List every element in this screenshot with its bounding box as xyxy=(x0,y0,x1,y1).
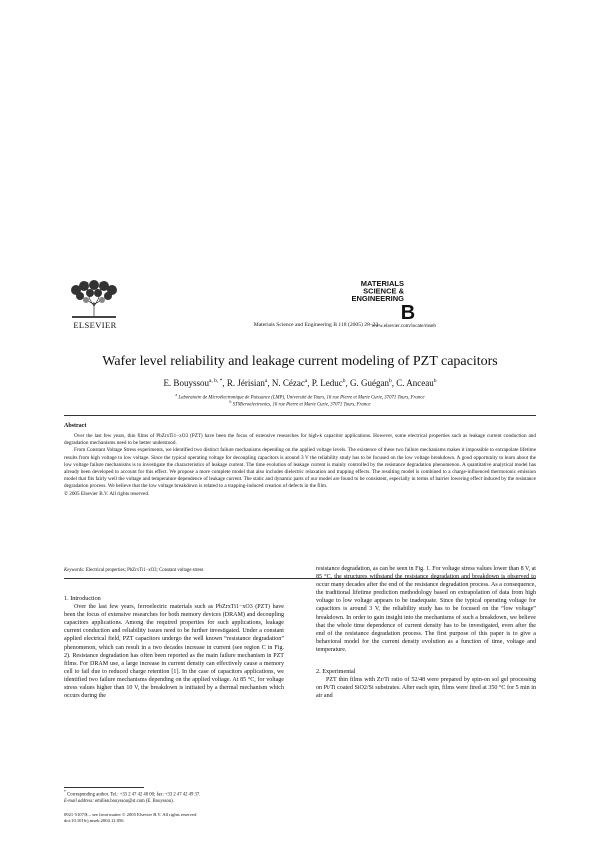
journal-logo-letter: B xyxy=(400,302,416,320)
journal-logo-line1: MATERIALS xyxy=(360,279,404,288)
abstract-paragraph: Over the last few years, thin films of PbZrxTi1−xO3 (PZT) have been the focus of extensive researches for high-k capacitor applications. However, some electrical properties such as leakage current conduction and degradation mechanisms need to be better understood. xyxy=(64,433,536,447)
affiliation-text: STMicroelectronics, 16 rue Pierre et Marie Curie, 37071 Tours, France xyxy=(232,402,371,408)
author-affiliation-marker[interactable]: b xyxy=(342,378,346,384)
issn-line: 0921-5107/$ – see front matter © 2005 Elsevier B.V. All rights reserved xyxy=(64,812,197,817)
divider xyxy=(64,415,536,416)
journal-logo xyxy=(348,278,428,320)
copyright-line: © 2005 Elsevier B.V. All rights reserved. xyxy=(64,490,150,497)
body-column-left xyxy=(64,595,284,700)
author-affiliation-marker[interactable]: a xyxy=(304,378,308,384)
footnote-divider xyxy=(64,787,144,788)
keywords-text: Electrical properties; PbZrxTi1−xO3; Constant voltage stress xyxy=(85,568,204,573)
front-matter xyxy=(64,812,294,824)
journal-logo-graphic xyxy=(348,278,428,320)
paper-title: Wafer level reliability and leakage current modeling of PZT capacitors xyxy=(102,354,498,369)
affiliation-b xyxy=(40,400,560,408)
affiliation-marker: a xyxy=(175,393,178,397)
author-list: E. Bouyssou$^{a, b, *}$, R. Jérisian$^a$, N. Cézac$^a$, P. Leduc$^b$, G. Guégan$^b$, C. Anceau$^b$ xyxy=(163,378,437,388)
footnote-contact: Corresponding author. Tel.: +33 2 47 42 40 00; fax: +33 2 47 42 49 37. xyxy=(67,792,201,798)
author-affiliation-marker[interactable]: b xyxy=(389,378,392,384)
body-column-right xyxy=(316,565,536,700)
body-paragraph: resistance degradation, as can be seen in Fig. 1. For voltage stress values lower than 8 V, at 85 °C, the structures withstand the resistance degradation and breakdown is observed to occur many decades after the end of the resistance degradation process. As a consequence, the traditional lifetime prediction methodology based on extrapolation of data from high voltage to low voltage appears to be inadequate. Since the typical operating voltage for capacitors is around 3 V, the reliability study has to be focused on the “low voltage” breakdown. In order to gain insight into the mechanisms of such a breakdown, we believe that the whole time dependence of current density has to be investigated, even after the end of the resistance degradation process. The first purpose of this paper is to give a behavioral model for the current density evolution as a function of time, voltage and temperature. xyxy=(316,566,536,653)
author-name: N. Cézac xyxy=(271,378,305,388)
doi-link[interactable]: doi:10.1016/j.mseb.2004.12.056 xyxy=(64,818,124,824)
body-paragraph: Over the last few years, ferroelectric materials such as PbZrxTi1−xO3 (PZT) have been the focus of extensive researches for both memory devices (DRAM) and decoupling capacitors applications. Among the required properties for such applications, leakage current conduction and reliability issues need to be further investigated. Under a constant applied electrical field, PZT capacitors undergo the well known “resistance degradation” phenomenon, which can result in a two decades increase in current (see region C in Fig. 2). Resistance degradation has often been reported as the main failure mechanism in PZT films. For DRAM use, a large increase in current density can effectively cause a memory cell to fail due to reduced charge retention [1]. In the case of capacitors applications, we identified two failure mechanisms depending on the applied voltage. At 85 °C, for voltage stress values higher than 10 V, the breakdown is initiated by a thermal mechanism which occurs during the xyxy=(64,604,284,700)
footnote-marker: * xyxy=(64,790,66,794)
author-affiliation-marker[interactable]: a xyxy=(264,378,268,384)
email-label: E-mail address: xyxy=(64,798,94,804)
affiliation-text: Laboratoire de Microélectronique de Puissance (LMP), Université de Tours, 16 rue Pierre et Marie Curie, 37071 Tours, France xyxy=(178,395,425,401)
elsevier-tree-logo xyxy=(64,280,124,320)
author-affiliation-marker[interactable]: a, b, * xyxy=(208,378,223,384)
section-heading-experimental: 2. Experimental xyxy=(316,668,356,676)
corresponding-author-footnote xyxy=(64,789,294,805)
author-affiliation-marker[interactable]: b xyxy=(433,378,437,384)
author-name: R. Jérisian xyxy=(226,378,265,388)
journal-logo-line3: ENGINEERING xyxy=(351,294,404,303)
abstract-heading: Abstract xyxy=(64,423,87,429)
abstract-body xyxy=(64,433,536,498)
author-name: G. Guégan xyxy=(350,378,390,388)
author-name: C. Anceau xyxy=(396,378,434,388)
email-link[interactable]: emilien.bouyssou@st.com (E. Bouyssou). xyxy=(95,798,174,804)
author-name: P. Leduc xyxy=(311,378,343,388)
publisher-name: ELSEVIER xyxy=(73,320,117,330)
keywords-label: Keywords: xyxy=(64,568,85,573)
affiliation-marker: b xyxy=(229,400,232,404)
journal-logo-line2: SCIENCE & xyxy=(363,286,404,296)
abstract-paragraph: From Constant Voltage Stress experiments, we identified two distinct failure mechanisms depending on the applied voltage levels. The existence of these two failure mechanisms makes it impossible to extrapolate lifetime results from high voltage to low voltage. Since the typical operating voltage for decoupling capacitors is around 3 V the reliability study has to be focused on the low voltage breakdown. A good opportunity to learn about the low voltage failure mechanisms is to investigate the characteristics of leakage current. The time evolution of leakage current is mainly controlled by the resistance degradation phenomenon. A quantitative analytical model has already been developed to account for this effect. We propose a more complete model that also includes dielectric relaxation and trapping effects. The resulting model is combined to a charge-influenced thermoionic emission model that fits fairly well the voltage and temperature dependence of leakage current. The static and dynamic parts of our model are found to be consistent, especially in terms of barrier lowering effect induced by the resistance degradation process. We believe that the low voltage breakdown is related to a trapping-induced creation of defects in the film. xyxy=(64,447,536,490)
journal-citation: Materials Science and Engineering B 118 (2005) 28–33 xyxy=(253,322,379,328)
journal-url[interactable]: www.elsevier.com/locate/mseb xyxy=(371,323,436,329)
body-paragraph: PZT thin films with Zr/Ti ratio of 52/48 were prepared by spin-on sol gel processing on Pt/Ti coated SiO2/Si substrates. After each spin, films were fired at 350 °C for 5 min in air and xyxy=(316,677,536,700)
author-name: E. Bouyssou xyxy=(163,378,209,388)
keywords xyxy=(64,568,203,573)
section-heading-introduction: 1. Introduction xyxy=(64,595,101,602)
